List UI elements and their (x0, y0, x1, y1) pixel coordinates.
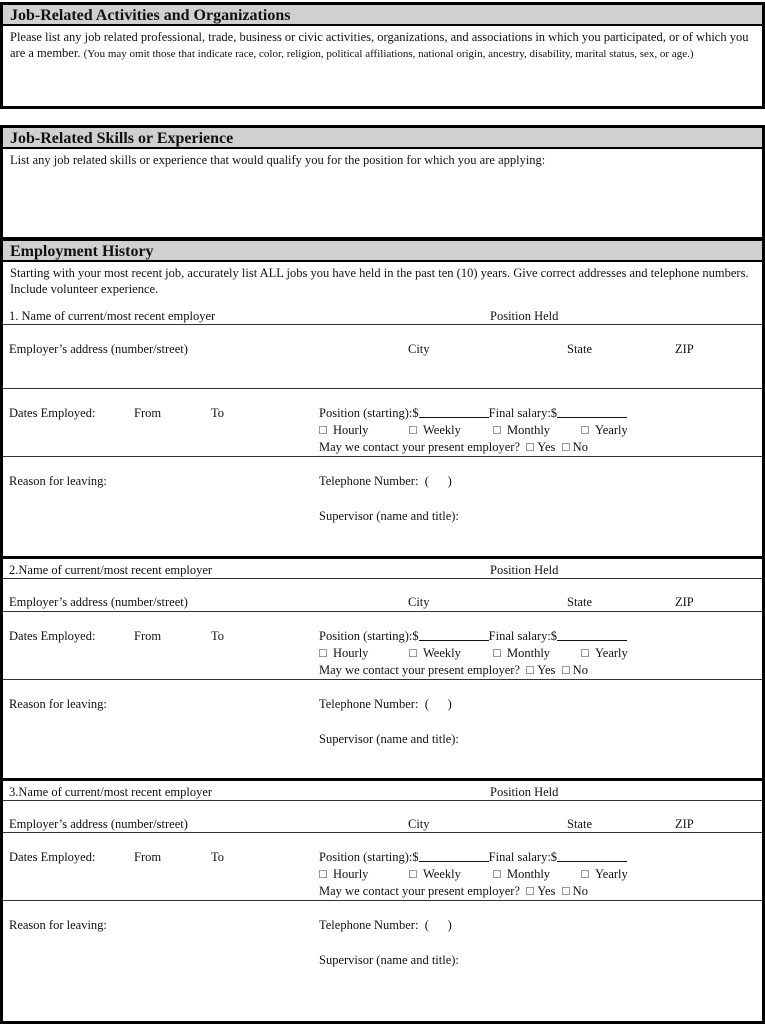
section-title: Employment History (3, 241, 762, 262)
employer-block (3, 559, 762, 781)
weekly-checkbox[interactable] (409, 649, 417, 657)
reason-field[interactable]: Reason for leaving: (9, 697, 107, 711)
no-checkbox[interactable] (562, 666, 570, 674)
supervisor-field[interactable]: Supervisor (name and title): (319, 953, 459, 967)
state-field[interactable]: State (567, 595, 592, 609)
supervisor-field[interactable]: Supervisor (name and title): (319, 509, 459, 523)
city-field[interactable]: City (408, 595, 430, 609)
dates-label: Dates Employed: (9, 406, 96, 420)
hourly-label: Hourly (333, 423, 369, 437)
contact-label: May we contact your present employer? (319, 884, 520, 898)
final-salary-field[interactable] (557, 851, 627, 862)
yearly-label: Yearly (595, 423, 628, 437)
starting-salary-label: Position (starting):$ (319, 629, 419, 643)
state-field[interactable]: State (567, 817, 592, 831)
yearly-label: Yearly (595, 867, 628, 881)
yearly-checkbox[interactable] (581, 870, 589, 878)
no-label: No (572, 884, 588, 898)
starting-salary-label: Position (starting):$ (319, 406, 419, 420)
no-checkbox[interactable] (562, 443, 570, 451)
phone-field[interactable]: Telephone Number: ( ) (319, 474, 452, 488)
weekly-checkbox[interactable] (409, 870, 417, 878)
yes-checkbox[interactable] (526, 666, 534, 674)
monthly-checkbox[interactable] (493, 870, 501, 878)
starting-salary-field[interactable] (419, 851, 489, 862)
dates-label: Dates Employed: (9, 629, 96, 643)
phone-field[interactable]: Telephone Number: ( ) (319, 918, 452, 932)
employer-name-field[interactable]: 2.Name of current/most recent employer (9, 563, 213, 577)
final-salary-label: Final salary:$ (488, 850, 558, 864)
employer-block (3, 308, 762, 559)
reason-field[interactable]: Reason for leaving: (9, 474, 107, 488)
to-field[interactable]: To (211, 850, 225, 864)
to-field[interactable]: To (211, 629, 225, 643)
activities-note: (You may omit those that indicate race, color, religion, political affiliations, national origin, ancestry, disability, marital status, sex, or age.) (83, 48, 694, 60)
weekly-checkbox[interactable] (409, 426, 417, 434)
zip-field[interactable]: ZIP (675, 595, 694, 609)
section-title: Job-Related Skills or Experience (3, 128, 762, 149)
yes-label: Yes (537, 884, 556, 898)
employer-name-field[interactable]: 3.Name of current/most recent employer (9, 785, 213, 799)
hourly-label: Hourly (333, 867, 369, 881)
yearly-label: Yearly (595, 646, 628, 660)
yearly-checkbox[interactable] (581, 426, 589, 434)
skills-textarea[interactable] (3, 149, 762, 237)
position-held-field[interactable]: Position Held (490, 309, 559, 323)
skills-desc: List any job related skills or experience that would qualify you for the position for which you are applying: (10, 153, 546, 167)
monthly-label: Monthly (507, 867, 551, 881)
yearly-checkbox[interactable] (581, 649, 589, 657)
skills-section (0, 125, 765, 240)
starting-salary-label: Position (starting):$ (319, 850, 419, 864)
zip-field[interactable]: ZIP (675, 342, 694, 356)
yes-checkbox[interactable] (526, 887, 534, 895)
address-field[interactable]: Employer’s address (number/street) (9, 817, 188, 831)
city-field[interactable]: City (408, 817, 430, 831)
section-title: Job-Related Activities and Organizations (3, 5, 762, 26)
no-checkbox[interactable] (562, 887, 570, 895)
contact-label: May we contact your present employer? (319, 663, 520, 677)
no-label: No (572, 440, 588, 454)
monthly-checkbox[interactable] (493, 649, 501, 657)
monthly-label: Monthly (507, 423, 551, 437)
employer-block (3, 781, 762, 1019)
supervisor-field[interactable]: Supervisor (name and title): (319, 732, 459, 746)
phone-field[interactable]: Telephone Number: ( ) (319, 697, 452, 711)
dates-label: Dates Employed: (9, 850, 96, 864)
employer-name-field[interactable]: 1. Name of current/most recent employer (9, 309, 216, 323)
from-field[interactable]: From (134, 850, 162, 864)
final-salary-label: Final salary:$ (488, 629, 558, 643)
final-salary-label: Final salary:$ (488, 406, 558, 420)
starting-salary-field[interactable] (419, 407, 489, 418)
from-field[interactable]: From (134, 406, 162, 420)
hourly-label: Hourly (333, 646, 369, 660)
weekly-label: Weekly (423, 867, 461, 881)
hourly-checkbox[interactable] (319, 426, 327, 434)
yes-label: Yes (537, 663, 556, 677)
activities-section (0, 2, 765, 109)
weekly-label: Weekly (423, 646, 461, 660)
monthly-label: Monthly (507, 646, 551, 660)
hourly-checkbox[interactable] (319, 649, 327, 657)
weekly-label: Weekly (423, 423, 461, 437)
monthly-checkbox[interactable] (493, 426, 501, 434)
final-salary-field[interactable] (557, 407, 627, 418)
city-field[interactable]: City (408, 342, 430, 356)
employment-history-section (0, 238, 765, 1024)
reason-field[interactable]: Reason for leaving: (9, 918, 107, 932)
yes-label: Yes (537, 440, 556, 454)
activities-textarea[interactable] (3, 26, 762, 106)
position-held-field[interactable]: Position Held (490, 785, 559, 799)
starting-salary-field[interactable] (419, 630, 489, 641)
final-salary-field[interactable] (557, 630, 627, 641)
position-held-field[interactable]: Position Held (490, 563, 559, 577)
state-field[interactable]: State (567, 342, 592, 356)
contact-label: May we contact your present employer? (319, 440, 520, 454)
to-field[interactable]: To (211, 406, 225, 420)
yes-checkbox[interactable] (526, 443, 534, 451)
address-field[interactable]: Employer’s address (number/street) (9, 595, 188, 609)
no-label: No (572, 663, 588, 677)
address-field[interactable]: Employer’s address (number/street) (9, 342, 188, 356)
activities-desc: Please list any job related professional, trade, business or civic activities, organizations, and associations in which you participated, or of which you are a member. (10, 30, 749, 60)
history-desc: Starting with your most recent job, accurately list ALL jobs you have held in the past ten (10) years. Give correct addresses and telephone numbers. Include volunteer experience. (10, 266, 749, 296)
hourly-checkbox[interactable] (319, 870, 327, 878)
zip-field[interactable]: ZIP (675, 817, 694, 831)
from-field[interactable]: From (134, 629, 162, 643)
